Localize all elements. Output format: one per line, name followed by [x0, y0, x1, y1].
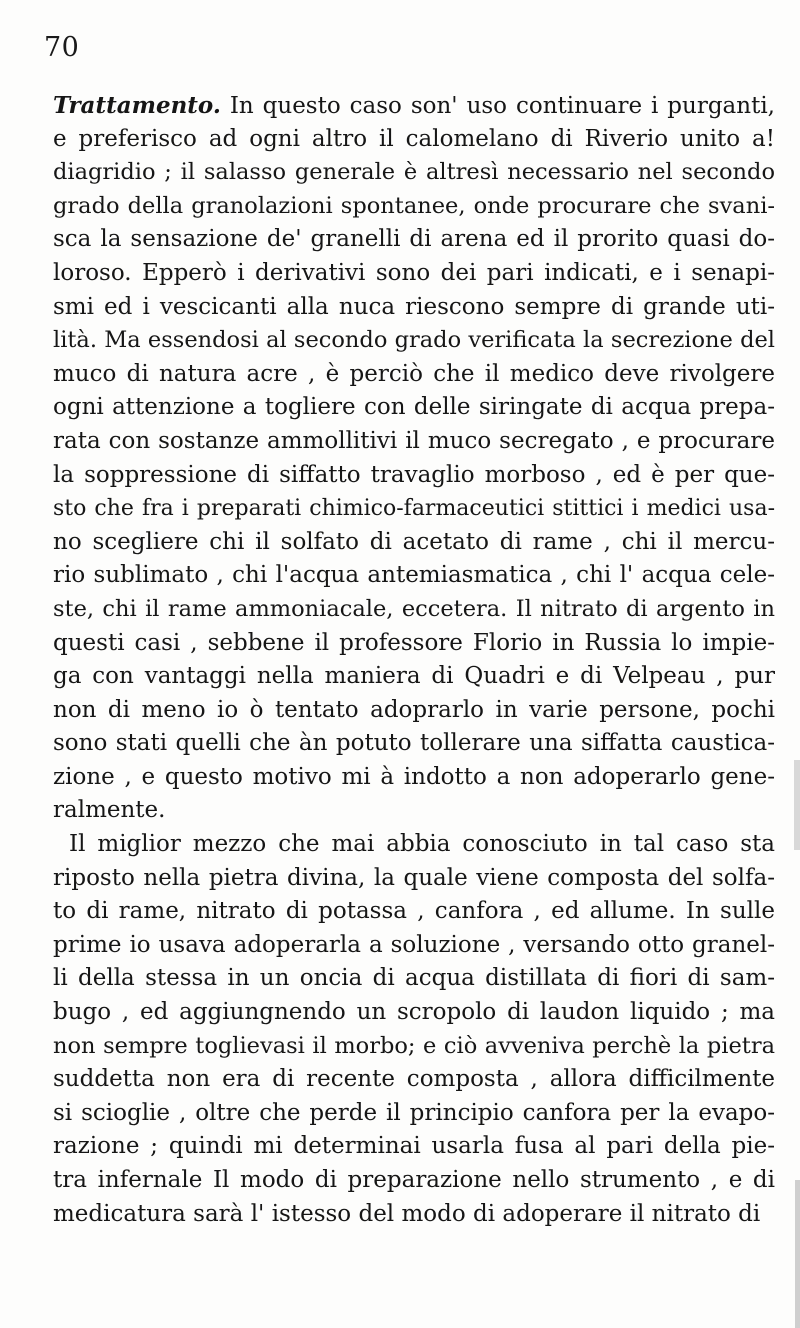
text-line: [53, 291, 775, 325]
line-text: loroso. Epperò i derivativi sono dei pari indicati, e i senapi-: [53, 259, 775, 286]
line-text: muco di natura acre , è perciò che il medico deve rivolgere: [53, 360, 775, 387]
line-text: si scioglie , oltre che perde il principio canfora per la evapo-: [53, 1099, 775, 1126]
text-line: [53, 1198, 775, 1232]
line-text: zione , e questo motivo mi à indotto a non adoperarlo gene-: [53, 763, 775, 790]
line-text: li della stessa in un oncia di acqua distillata di fiori di sam-: [53, 965, 775, 992]
line-text: sto che fra i preparati chimico-farmaceutici stittici i medici usa-: [53, 496, 775, 522]
text-line: [53, 156, 775, 190]
page-edge-shadow: [794, 760, 800, 850]
text-line: [53, 559, 775, 593]
text-line: [53, 223, 775, 257]
text-line: [53, 257, 775, 291]
text-line: [53, 358, 775, 392]
line-text: ralmente.: [53, 797, 166, 824]
line-text: non sempre toglievasi il morbo; e ciò avveniva perchè la pietra: [53, 1032, 775, 1059]
text-line: [53, 627, 775, 661]
line-text: sca la sensazione de' granelli di arena ed il prorito quasi do-: [53, 226, 775, 253]
text-line: [53, 123, 775, 157]
line-text: bugo , ed aggiungnendo un scropolo di laudon liquido ; ma: [53, 999, 775, 1026]
text-line: [53, 1030, 775, 1064]
section-heading: Trattamento.: [53, 92, 221, 119]
line-text: tra infernale Il modo di preparazione nello strumento , e di: [53, 1167, 775, 1193]
line-text: ste, chi il rame ammoniacale, eccetera. Il nitrato di argento in: [53, 595, 775, 622]
text-line: [53, 727, 775, 761]
line-text: In questo caso son' uso continuare i purganti,: [220, 93, 775, 119]
line-text: la soppressione di siffatto travaglio morboso , ed è per que-: [53, 461, 775, 488]
text-line: [53, 895, 775, 929]
line-text: smi ed i vescicanti alla nuca riescono sempre di grande uti-: [53, 293, 775, 320]
text-line: [53, 425, 775, 459]
line-text: suddetta non era di recente composta , allora difficilmente: [53, 1066, 775, 1093]
line-text: razione ; quindi mi determinai usarla fusa al pari della pie-: [53, 1133, 775, 1160]
line-text: grado della granolazioni spontanee, onde procurare che svani-: [53, 192, 775, 219]
line-text: sono stati quelli che àn potuto tollerare una siffatta caustica-: [53, 730, 775, 757]
line-text: riposto nella pietra divina, la quale viene composta del solfa-: [53, 864, 775, 891]
text-line: [53, 1097, 775, 1131]
text-line: [53, 190, 775, 224]
text-line: [53, 492, 775, 526]
line-text: rata con sostanze ammollitivi il muco secregato , e procurare: [53, 427, 775, 454]
line-text: prime io usava adoperarla a soluzione , versando otto granel-: [53, 931, 775, 958]
text-line: [53, 1063, 775, 1097]
text-line: [53, 694, 775, 728]
text-line: [53, 996, 775, 1030]
line-text: e preferisco ad ogni altro il calomelano di Riverio unito a!: [53, 125, 775, 152]
text-line: [53, 828, 775, 862]
text-line: [53, 962, 775, 996]
body-text: [53, 89, 775, 1231]
page-edge-shadow-lower: [795, 1180, 800, 1328]
text-line: [53, 1164, 775, 1198]
line-text: non di meno io ò tentato adoprarlo in varie persone, pochi: [53, 696, 775, 723]
text-line: [53, 391, 775, 425]
line-text: to di rame, nitrato di potassa , canfora , ed allume. In sulle: [53, 898, 775, 925]
text-line: [53, 526, 775, 560]
page-number: 70: [44, 32, 80, 63]
text-line: [53, 660, 775, 694]
line-text: ogni attenzione a togliere con delle siringate di acqua prepa-: [53, 394, 775, 421]
text-line: [53, 459, 775, 493]
text-line: [53, 89, 775, 123]
text-line: [53, 929, 775, 963]
line-text: lità. Ma essendosi al secondo grado verificata la secrezione del: [53, 327, 775, 354]
line-text: Il miglior mezzo che mai abbia conosciuto in tal caso sta: [69, 831, 775, 858]
line-text: no scegliere chi il solfato di acetato di rame , chi il mercu-: [53, 528, 775, 555]
line-text: ga con vantaggi nella maniera di Quadri e di Velpeau , pur: [53, 663, 775, 690]
text-line: [53, 593, 775, 627]
line-text: rio sublimato , chi l'acqua antemiasmatica , chi l' acqua cele-: [53, 562, 775, 589]
line-text: questi casi , sebbene il professore Florio in Russia lo impie-: [53, 629, 775, 656]
line-text: medicatura sarà l' istesso del modo di adoperare il nitrato di: [53, 1200, 761, 1227]
text-line: [53, 324, 775, 358]
line-text: diagridio ; il salasso generale è altresì necessario nel secondo: [53, 159, 775, 186]
text-line: [53, 761, 775, 795]
text-line: [53, 862, 775, 896]
text-line: [53, 794, 775, 828]
text-line: [53, 1130, 775, 1164]
